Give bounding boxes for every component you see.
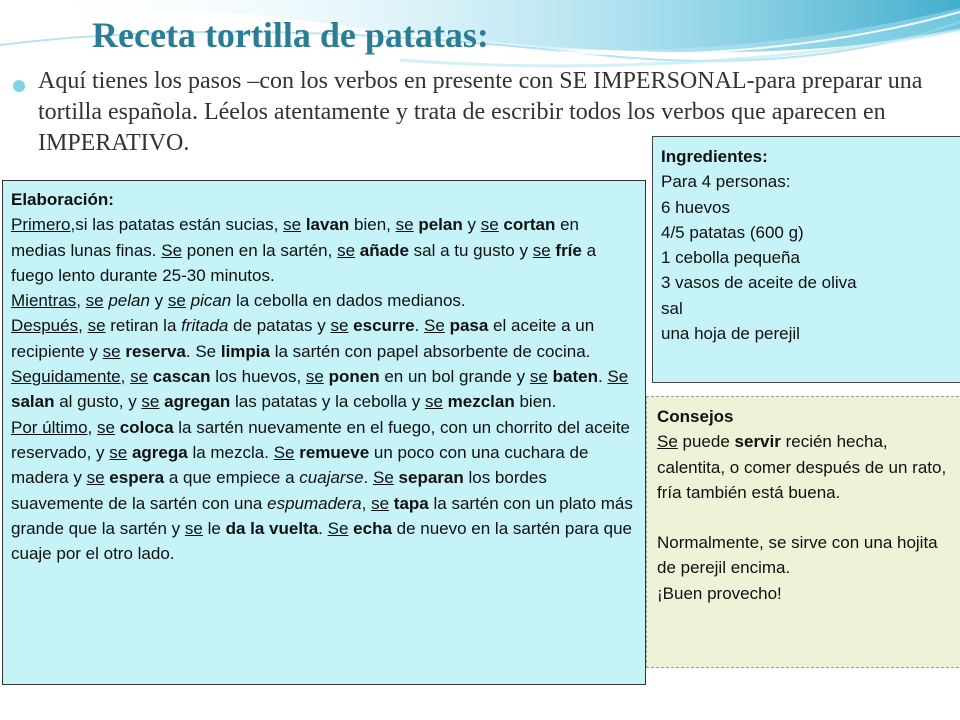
text-run: pelan: [108, 291, 150, 311]
text-run: baten: [552, 367, 598, 387]
elaboration-box: [2, 180, 646, 685]
text-run: recién hecha, calentita, o comer después de un rato, fría también está buena.: [657, 432, 947, 502]
text-run: pasa: [449, 316, 489, 336]
tips-closing: ¡Buen provecho!: [657, 583, 782, 603]
text-run: servir: [734, 432, 781, 452]
text-run: se: [283, 215, 302, 235]
text-run: cuajarse: [299, 468, 364, 488]
text-run: en un bol grande y: [379, 367, 530, 387]
text-run: agregan: [164, 392, 231, 412]
text-run: salan: [11, 392, 55, 412]
text-run: pican: [190, 291, 232, 311]
text-run: se: [130, 367, 149, 387]
text-run: bien.: [514, 392, 557, 412]
text-run: Seguidamente: [11, 367, 121, 387]
text-run: se: [529, 367, 548, 387]
elaboration-step: [11, 364, 637, 415]
text-run: fritada: [181, 316, 229, 336]
text-run: se: [102, 341, 121, 361]
text-run: en medias lunas finas.: [11, 215, 579, 260]
text-run: le: [202, 518, 226, 538]
text-run: se: [141, 392, 160, 412]
text-run: y: [462, 215, 481, 235]
text-run: Se: [657, 432, 678, 452]
ingredient-item: 3 vasos de aceite de oliva: [661, 273, 857, 293]
text-run: de nuevo en la sartén para que cuaje por el otro lado.: [11, 518, 632, 564]
text-run: se: [424, 392, 443, 412]
text-run: bien,: [349, 215, 396, 235]
text-run: la sartén con papel absorbente de cocina.: [269, 341, 591, 361]
tips-box: [646, 396, 960, 668]
text-run: coloca: [119, 417, 174, 437]
text-run: mezclan: [447, 392, 515, 412]
text-run: cascan: [152, 367, 211, 387]
text-run: echa: [353, 518, 392, 538]
text-run: la mezcla.: [187, 442, 274, 462]
text-run: reserva: [125, 341, 186, 361]
text-run: a fuego lento durante 25-30 minutos.: [11, 240, 597, 285]
elaboration-step: [11, 212, 637, 288]
text-run: la cebolla en dados medianos.: [231, 291, 466, 311]
text-run: Se: [327, 518, 349, 538]
text-run: las patatas y la cebolla y: [230, 392, 425, 412]
bullet-icon: [13, 80, 25, 92]
text-run: Después: [11, 316, 79, 336]
text-run: Se: [607, 367, 629, 387]
text-run: un poco con una cuchara de madera y: [11, 442, 589, 488]
text-run: se: [167, 291, 186, 311]
text-run: tapa: [393, 493, 429, 513]
blank-line: [657, 505, 953, 530]
text-run: se: [532, 240, 551, 260]
text-run: la sartén nuevamente en el fuego, con un chorrito del aceite reservado, y: [11, 417, 631, 462]
elaboration-step: [11, 288, 637, 313]
text-run: a que empiece a: [164, 468, 300, 488]
text-run: se: [371, 493, 390, 513]
text-run: agrega: [131, 442, 188, 462]
text-run: retiran la: [105, 316, 182, 336]
text-run: Se: [273, 442, 295, 462]
ingredient-item: una hoja de perejil: [661, 324, 800, 344]
text-run: se: [337, 240, 356, 260]
text-run: se: [305, 367, 324, 387]
text-run: Mientras: [11, 291, 77, 311]
text-run: la sartén con un plato más grande que la sartén y: [11, 493, 633, 538]
text-run: ,: [120, 367, 131, 387]
text-run: se: [184, 518, 203, 538]
elaboration-heading: Elaboración:: [11, 190, 114, 209]
text-run: .: [318, 518, 328, 538]
elaboration-step: [11, 415, 637, 567]
text-run: espumadera: [267, 493, 362, 513]
text-run: al gusto, y: [54, 392, 142, 412]
text-run: fríe: [555, 240, 582, 260]
text-run: pelan: [418, 215, 463, 235]
elaboration-step: [11, 313, 637, 364]
text-run: se: [87, 316, 106, 336]
text-run: .: [597, 367, 608, 387]
text-run: añade: [359, 240, 409, 260]
text-run: sal a tu gusto y: [408, 240, 533, 260]
ingredient-item: sal: [661, 298, 683, 318]
ingredient-item: 6 huevos: [661, 197, 730, 217]
text-run: limpia: [220, 341, 270, 361]
text-run: se: [395, 215, 414, 235]
text-run: el aceite a un recipiente y: [11, 316, 595, 361]
text-run: Se: [373, 468, 394, 488]
ingredient-item: Para 4 personas:: [661, 172, 791, 192]
tips-heading: Consejos: [657, 407, 734, 426]
text-run: ,: [78, 316, 88, 336]
text-run: Por último: [11, 417, 88, 437]
text-run: separan: [398, 468, 464, 488]
text-run: los huevos,: [210, 367, 306, 387]
text-run: ,si las patatas están sucias,: [70, 215, 284, 235]
text-run: y: [149, 291, 168, 311]
text-run: puede: [677, 432, 735, 452]
text-run: cortan: [503, 215, 556, 235]
text-run: se: [480, 215, 499, 235]
ingredient-item: 4/5 patatas (600 g): [661, 222, 804, 242]
text-run: se: [86, 468, 105, 488]
text-run: .: [363, 468, 373, 488]
text-run: ,: [361, 493, 372, 513]
text-run: se: [109, 442, 128, 462]
text-run: .: [414, 316, 425, 336]
text-run: Se: [161, 240, 183, 260]
text-run: se: [85, 291, 104, 311]
text-run: espera: [109, 468, 165, 488]
text-run: de patatas y: [228, 316, 331, 336]
text-run: Primero: [11, 215, 71, 235]
text-run: Se: [424, 316, 445, 336]
text-run: ,: [87, 417, 97, 437]
ingredients-heading: Ingredientes:: [661, 147, 768, 166]
text-run: ponen en la sartén,: [182, 240, 338, 260]
text-run: . Se: [185, 341, 221, 361]
tips-paragraph: [657, 429, 953, 505]
text-run: se: [330, 316, 349, 336]
text-run: ponen: [328, 367, 380, 387]
text-run: escurre: [353, 316, 415, 336]
text-run: ,: [76, 291, 86, 311]
text-run: se: [96, 417, 115, 437]
text-run: remueve: [299, 442, 370, 462]
text-run: lavan: [305, 215, 350, 235]
ingredients-box: [652, 136, 960, 383]
text-run: da la vuelta: [225, 518, 319, 538]
tips-paragraph: Normalmente, se sirve con una hojita de perejil encima.: [657, 533, 938, 578]
ingredient-item: 1 cebolla pequeña: [661, 248, 800, 268]
text-run: los bordes suavemente de la sartén con una: [11, 468, 547, 513]
page-title: Receta tortilla de patatas:: [92, 15, 489, 55]
intro-text: Aquí tienes los pasos –con los verbos en presente con SE IMPERSONAL-para preparar una tortilla española. Léelos atentamente y trata de escribir todos los verbos que aparecen en IMPERATIVO.: [38, 68, 923, 156]
